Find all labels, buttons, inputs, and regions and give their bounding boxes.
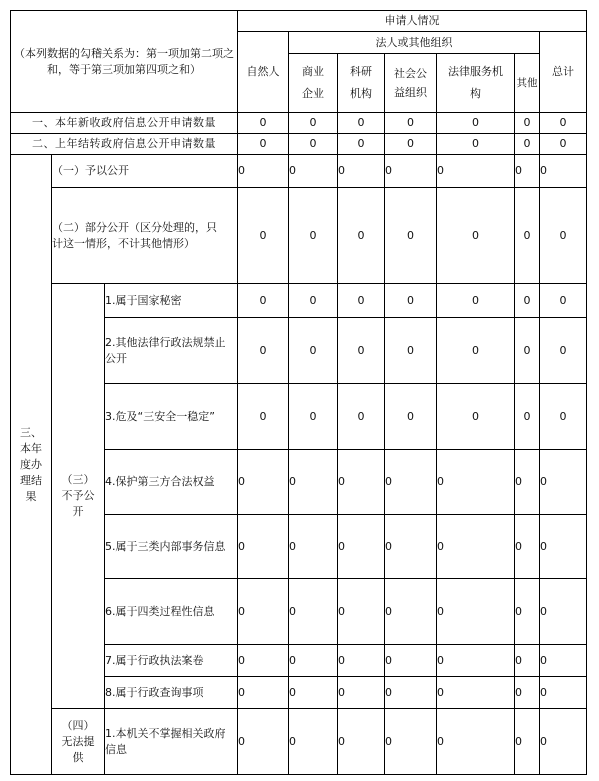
row-label: 4.保护第三方合法权益 [105, 450, 238, 515]
cell-value: 0 [338, 450, 385, 515]
cell-value: 0 [515, 450, 540, 515]
row-label: 2.其他法律行政法规禁止公开 [105, 318, 238, 384]
cell-value: 0 [289, 709, 338, 775]
cell-value: 0 [289, 134, 338, 155]
cell-value: 0 [338, 284, 385, 318]
cell-value: 0 [385, 515, 437, 579]
cell-value: 0 [540, 709, 587, 775]
row-label: 7.属于行政执法案卷 [105, 645, 238, 677]
cell-value: 0 [385, 384, 437, 450]
gov-info-disclosure-table [10, 10, 587, 775]
cell-value: 0 [515, 155, 540, 188]
cell-value: 0 [540, 155, 587, 188]
cell-value: 0 [338, 515, 385, 579]
cell-value: 0 [437, 188, 515, 284]
cell-value: 0 [437, 645, 515, 677]
cell-value: 0 [289, 579, 338, 645]
cell-value: 0 [338, 677, 385, 709]
cell-value: 0 [385, 579, 437, 645]
cell-value: 0 [385, 188, 437, 284]
cell-value: 0 [385, 709, 437, 775]
table-row [11, 284, 587, 318]
cell-value: 0 [289, 113, 338, 134]
total-header: 总计 [540, 32, 587, 113]
column-relation-note: （本列数据的勾稽关系为：第一项加第二项之和，等于第三项加第四项之和） [11, 11, 238, 113]
cell-value: 0 [540, 515, 587, 579]
cell-value: 0 [238, 709, 289, 775]
cell-value: 0 [338, 318, 385, 384]
cell-value: 0 [238, 450, 289, 515]
table-row [11, 134, 587, 155]
cell-value: 0 [289, 515, 338, 579]
cell-value: 0 [540, 188, 587, 284]
cell-value: 0 [437, 579, 515, 645]
cell-value: 0 [515, 318, 540, 384]
row-label: 5.属于三类内部事务信息 [105, 515, 238, 579]
processing-results-label: 三、本年度办理结果 [11, 155, 52, 775]
cell-value: 0 [238, 188, 289, 284]
applicant-situation-header: 申请人情况 [238, 11, 587, 32]
cell-value: 0 [289, 155, 338, 188]
cell-value: 0 [385, 318, 437, 384]
table-row [11, 155, 587, 188]
cell-value: 0 [437, 155, 515, 188]
other-header: 其他 [515, 54, 540, 113]
cell-value: 0 [238, 384, 289, 450]
row-label: （二）部分公开（区分处理的，只计这一情形，不计其他情形） [52, 188, 238, 284]
cell-value: 0 [437, 709, 515, 775]
cell-value: 0 [238, 113, 289, 134]
cell-value: 0 [515, 677, 540, 709]
legal-service-header: 法律服务机构 [437, 54, 515, 113]
cell-value: 0 [238, 677, 289, 709]
cell-value: 0 [515, 113, 540, 134]
cell-value: 0 [385, 677, 437, 709]
cell-value: 0 [540, 284, 587, 318]
cell-value: 0 [338, 709, 385, 775]
row-label: 1.属于国家秘密 [105, 284, 238, 318]
cell-value: 0 [437, 384, 515, 450]
cell-value: 0 [385, 284, 437, 318]
cell-value: 0 [289, 645, 338, 677]
row-label: 一、本年新收政府信息公开申请数量 [11, 113, 238, 134]
cell-value: 0 [437, 677, 515, 709]
cell-value: 0 [385, 134, 437, 155]
cell-value: 0 [515, 709, 540, 775]
table-row [11, 188, 587, 284]
cell-value: 0 [515, 384, 540, 450]
cell-value: 0 [338, 134, 385, 155]
cell-value: 0 [385, 155, 437, 188]
cell-value: 0 [238, 155, 289, 188]
cell-value: 0 [515, 188, 540, 284]
cell-value: 0 [289, 284, 338, 318]
cell-value: 0 [238, 284, 289, 318]
natural-person-header: 自然人 [238, 32, 289, 113]
row-label: 1.本机关不掌握相关政府信息 [105, 709, 238, 775]
table-row [11, 709, 587, 775]
cell-value: 0 [540, 113, 587, 134]
row-label: 6.属于四类过程性信息 [105, 579, 238, 645]
cell-value: 0 [540, 645, 587, 677]
cell-value: 0 [437, 450, 515, 515]
cell-value: 0 [540, 579, 587, 645]
cell-value: 0 [515, 515, 540, 579]
cell-value: 0 [515, 645, 540, 677]
cell-value: 0 [515, 284, 540, 318]
research-header: 科研机构 [338, 54, 385, 113]
cell-value: 0 [385, 450, 437, 515]
public-welfare-header: 社会公益组织 [385, 54, 437, 113]
row-label: 二、上年结转政府信息公开申请数量 [11, 134, 238, 155]
row-label: （一）予以公开 [52, 155, 238, 188]
cell-value: 0 [289, 384, 338, 450]
cell-value: 0 [437, 515, 515, 579]
cell-value: 0 [540, 134, 587, 155]
cell-value: 0 [289, 318, 338, 384]
cell-value: 0 [338, 155, 385, 188]
cell-value: 0 [338, 645, 385, 677]
cell-value: 0 [540, 318, 587, 384]
business-header: 商业企业 [289, 54, 338, 113]
unable-to-provide-label: （四）无法提供 [52, 709, 105, 775]
cell-value: 0 [385, 645, 437, 677]
cell-value: 0 [289, 677, 338, 709]
cell-value: 0 [238, 579, 289, 645]
cell-value: 0 [238, 515, 289, 579]
cell-value: 0 [515, 579, 540, 645]
cell-value: 0 [289, 450, 338, 515]
cell-value: 0 [338, 579, 385, 645]
cell-value: 0 [338, 188, 385, 284]
cell-value: 0 [289, 188, 338, 284]
cell-value: 0 [540, 384, 587, 450]
cell-value: 0 [238, 645, 289, 677]
table-row [11, 113, 587, 134]
cell-value: 0 [238, 134, 289, 155]
not-disclosed-label: （三）不予公开 [52, 284, 105, 709]
cell-value: 0 [238, 318, 289, 384]
row-label: 3.危及“三安全一稳定” [105, 384, 238, 450]
cell-value: 0 [437, 284, 515, 318]
cell-value: 0 [540, 677, 587, 709]
cell-value: 0 [437, 113, 515, 134]
row-label: 8.属于行政查询事项 [105, 677, 238, 709]
cell-value: 0 [515, 134, 540, 155]
cell-value: 0 [338, 384, 385, 450]
cell-value: 0 [540, 450, 587, 515]
cell-value: 0 [338, 113, 385, 134]
cell-value: 0 [385, 113, 437, 134]
cell-value: 0 [437, 318, 515, 384]
cell-value: 0 [437, 134, 515, 155]
legal-org-header: 法人或其他组织 [289, 32, 540, 54]
